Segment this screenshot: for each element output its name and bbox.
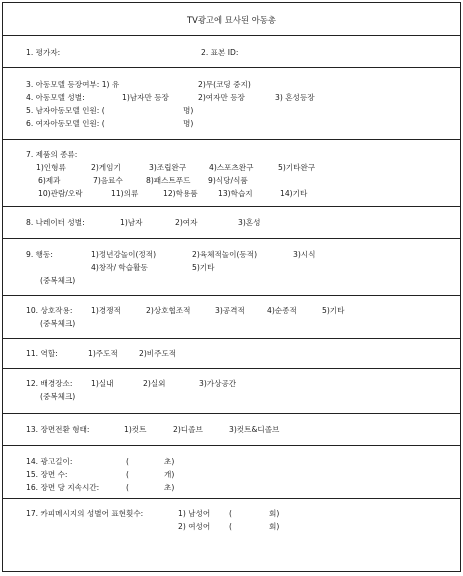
narrator-option: 3)혼성 xyxy=(238,218,261,227)
product-option: 10)관람/오락 xyxy=(38,189,83,198)
narrator-option: 2)여자 xyxy=(175,218,198,227)
q4-option-2: 2)여자만 등장 xyxy=(198,93,245,102)
product-option: 14)기타 xyxy=(280,189,308,198)
q17-label: 17. 카피메시지의 성별어 표현횟수: xyxy=(26,509,144,518)
section-evaluator xyxy=(3,36,460,68)
q3-option-2: 2)무(코딩 중지) xyxy=(198,80,251,89)
multi-check-note: (중복체크) xyxy=(40,276,76,285)
role-option: 2)비주도적 xyxy=(139,349,177,358)
product-option: 5)기타완구 xyxy=(278,163,316,172)
transition-option: 1)컷트 xyxy=(124,425,147,434)
q17-option-1: 1) 남성어 xyxy=(178,509,211,518)
product-option: 6)제과 xyxy=(38,176,61,185)
multi-check-note: (중복체크) xyxy=(40,392,76,401)
interaction-option: 2)상호협조적 xyxy=(146,306,191,315)
q6-label: 6. 여자아동모델 인원: ( xyxy=(26,119,105,128)
product-option: 4)스포츠완구 xyxy=(209,163,254,172)
q10-label: 10. 상호작용: xyxy=(26,306,73,315)
section-child-model xyxy=(3,68,460,140)
q4-label: 4. 아동모델 성별: xyxy=(26,93,85,102)
q17-option-2-open: ( xyxy=(229,522,232,531)
q14-label: 14. 광고길이: xyxy=(26,457,73,466)
q16-label: 16. 장면 당 지속시간: xyxy=(26,483,100,492)
product-option: 8)패스트푸드 xyxy=(146,176,191,185)
q17-option-1-unit: 회) xyxy=(269,509,280,518)
q5-label: 5. 남자아동모델 인원: ( xyxy=(26,106,105,115)
background-option: 1)실내 xyxy=(91,379,114,388)
product-option: 12)학용품 xyxy=(163,189,198,198)
interaction-option: 3)공격적 xyxy=(215,306,245,315)
q15-open: ( xyxy=(126,470,129,479)
q11-label: 11. 역할: xyxy=(26,349,58,358)
product-option: 3)조립완구 xyxy=(149,163,187,172)
q15-label: 15. 장면 수: xyxy=(26,470,68,479)
section-product-type xyxy=(3,140,460,207)
multi-check-note: (중복체크) xyxy=(40,319,76,328)
sample-id-label: 2. 표본 ID: xyxy=(201,48,239,57)
q6-unit: 명) xyxy=(183,119,194,128)
transition-option: 3)컷트&디졸브 xyxy=(229,425,280,434)
section-background xyxy=(3,369,460,414)
q9-label: 9. 행동: xyxy=(26,250,53,259)
product-option: 11)의류 xyxy=(111,189,139,198)
interaction-option: 4)순종적 xyxy=(267,306,297,315)
behavior-option: 5)기타 xyxy=(192,263,215,272)
q5-unit: 명) xyxy=(183,106,194,115)
section-narrator-gender xyxy=(3,207,460,239)
role-option: 1)주도적 xyxy=(88,349,118,358)
q7-label: 7. 제품의 종류: xyxy=(26,150,78,159)
q3-label: 3. 아동모델 등장여부: 1) 유 xyxy=(26,80,120,89)
product-option: 9)식당/식품 xyxy=(208,176,248,185)
section-role xyxy=(3,339,460,369)
survey-form xyxy=(2,2,461,572)
interaction-option: 1)경쟁적 xyxy=(91,306,121,315)
form-title: TV광고에 묘사된 아동총 xyxy=(3,3,460,36)
behavior-option: 1)정년강놀이(정적) xyxy=(91,250,157,259)
q14-unit: 초) xyxy=(164,457,175,466)
q4-option-3: 3) 혼성등장 xyxy=(275,93,315,102)
section-scene-transition xyxy=(3,414,460,446)
product-option: 7)음료수 xyxy=(93,176,123,185)
q16-unit: 초) xyxy=(164,483,175,492)
behavior-option: 3)시식 xyxy=(293,250,316,259)
behavior-option: 2)육체적놀이(동적) xyxy=(192,250,258,259)
behavior-option: 4)창작/ 학습활동 xyxy=(91,263,148,272)
interaction-option: 5)기타 xyxy=(322,306,345,315)
section-interaction xyxy=(3,296,460,339)
q8-label: 8. 나레이터 성별: xyxy=(26,218,85,227)
section-copy-message xyxy=(3,499,460,539)
q4-option-1: 1)남자만 등장 xyxy=(122,93,169,102)
product-option: 2)게임기 xyxy=(91,163,121,172)
q13-label: 13. 장면전환 형태: xyxy=(26,425,90,434)
q17-option-1-open: ( xyxy=(229,509,232,518)
section-ad-length xyxy=(3,446,460,499)
product-option: 1)인형류 xyxy=(36,163,66,172)
background-option: 3)가상공간 xyxy=(199,379,237,388)
evaluator-label: 1. 평가자: xyxy=(26,48,61,57)
background-option: 2)실외 xyxy=(143,379,166,388)
section-behavior xyxy=(3,239,460,296)
q17-option-2-unit: 회) xyxy=(269,522,280,531)
q14-open: ( xyxy=(126,457,129,466)
transition-option: 2)디졸브 xyxy=(173,425,203,434)
q16-open: ( xyxy=(126,483,129,492)
product-option: 13)학습지 xyxy=(218,189,253,198)
q17-option-2: 2) 여성어 xyxy=(178,522,211,531)
q12-label: 12. 배경장소: xyxy=(26,379,73,388)
narrator-option: 1)남자 xyxy=(120,218,143,227)
q15-unit: 개) xyxy=(164,470,175,479)
